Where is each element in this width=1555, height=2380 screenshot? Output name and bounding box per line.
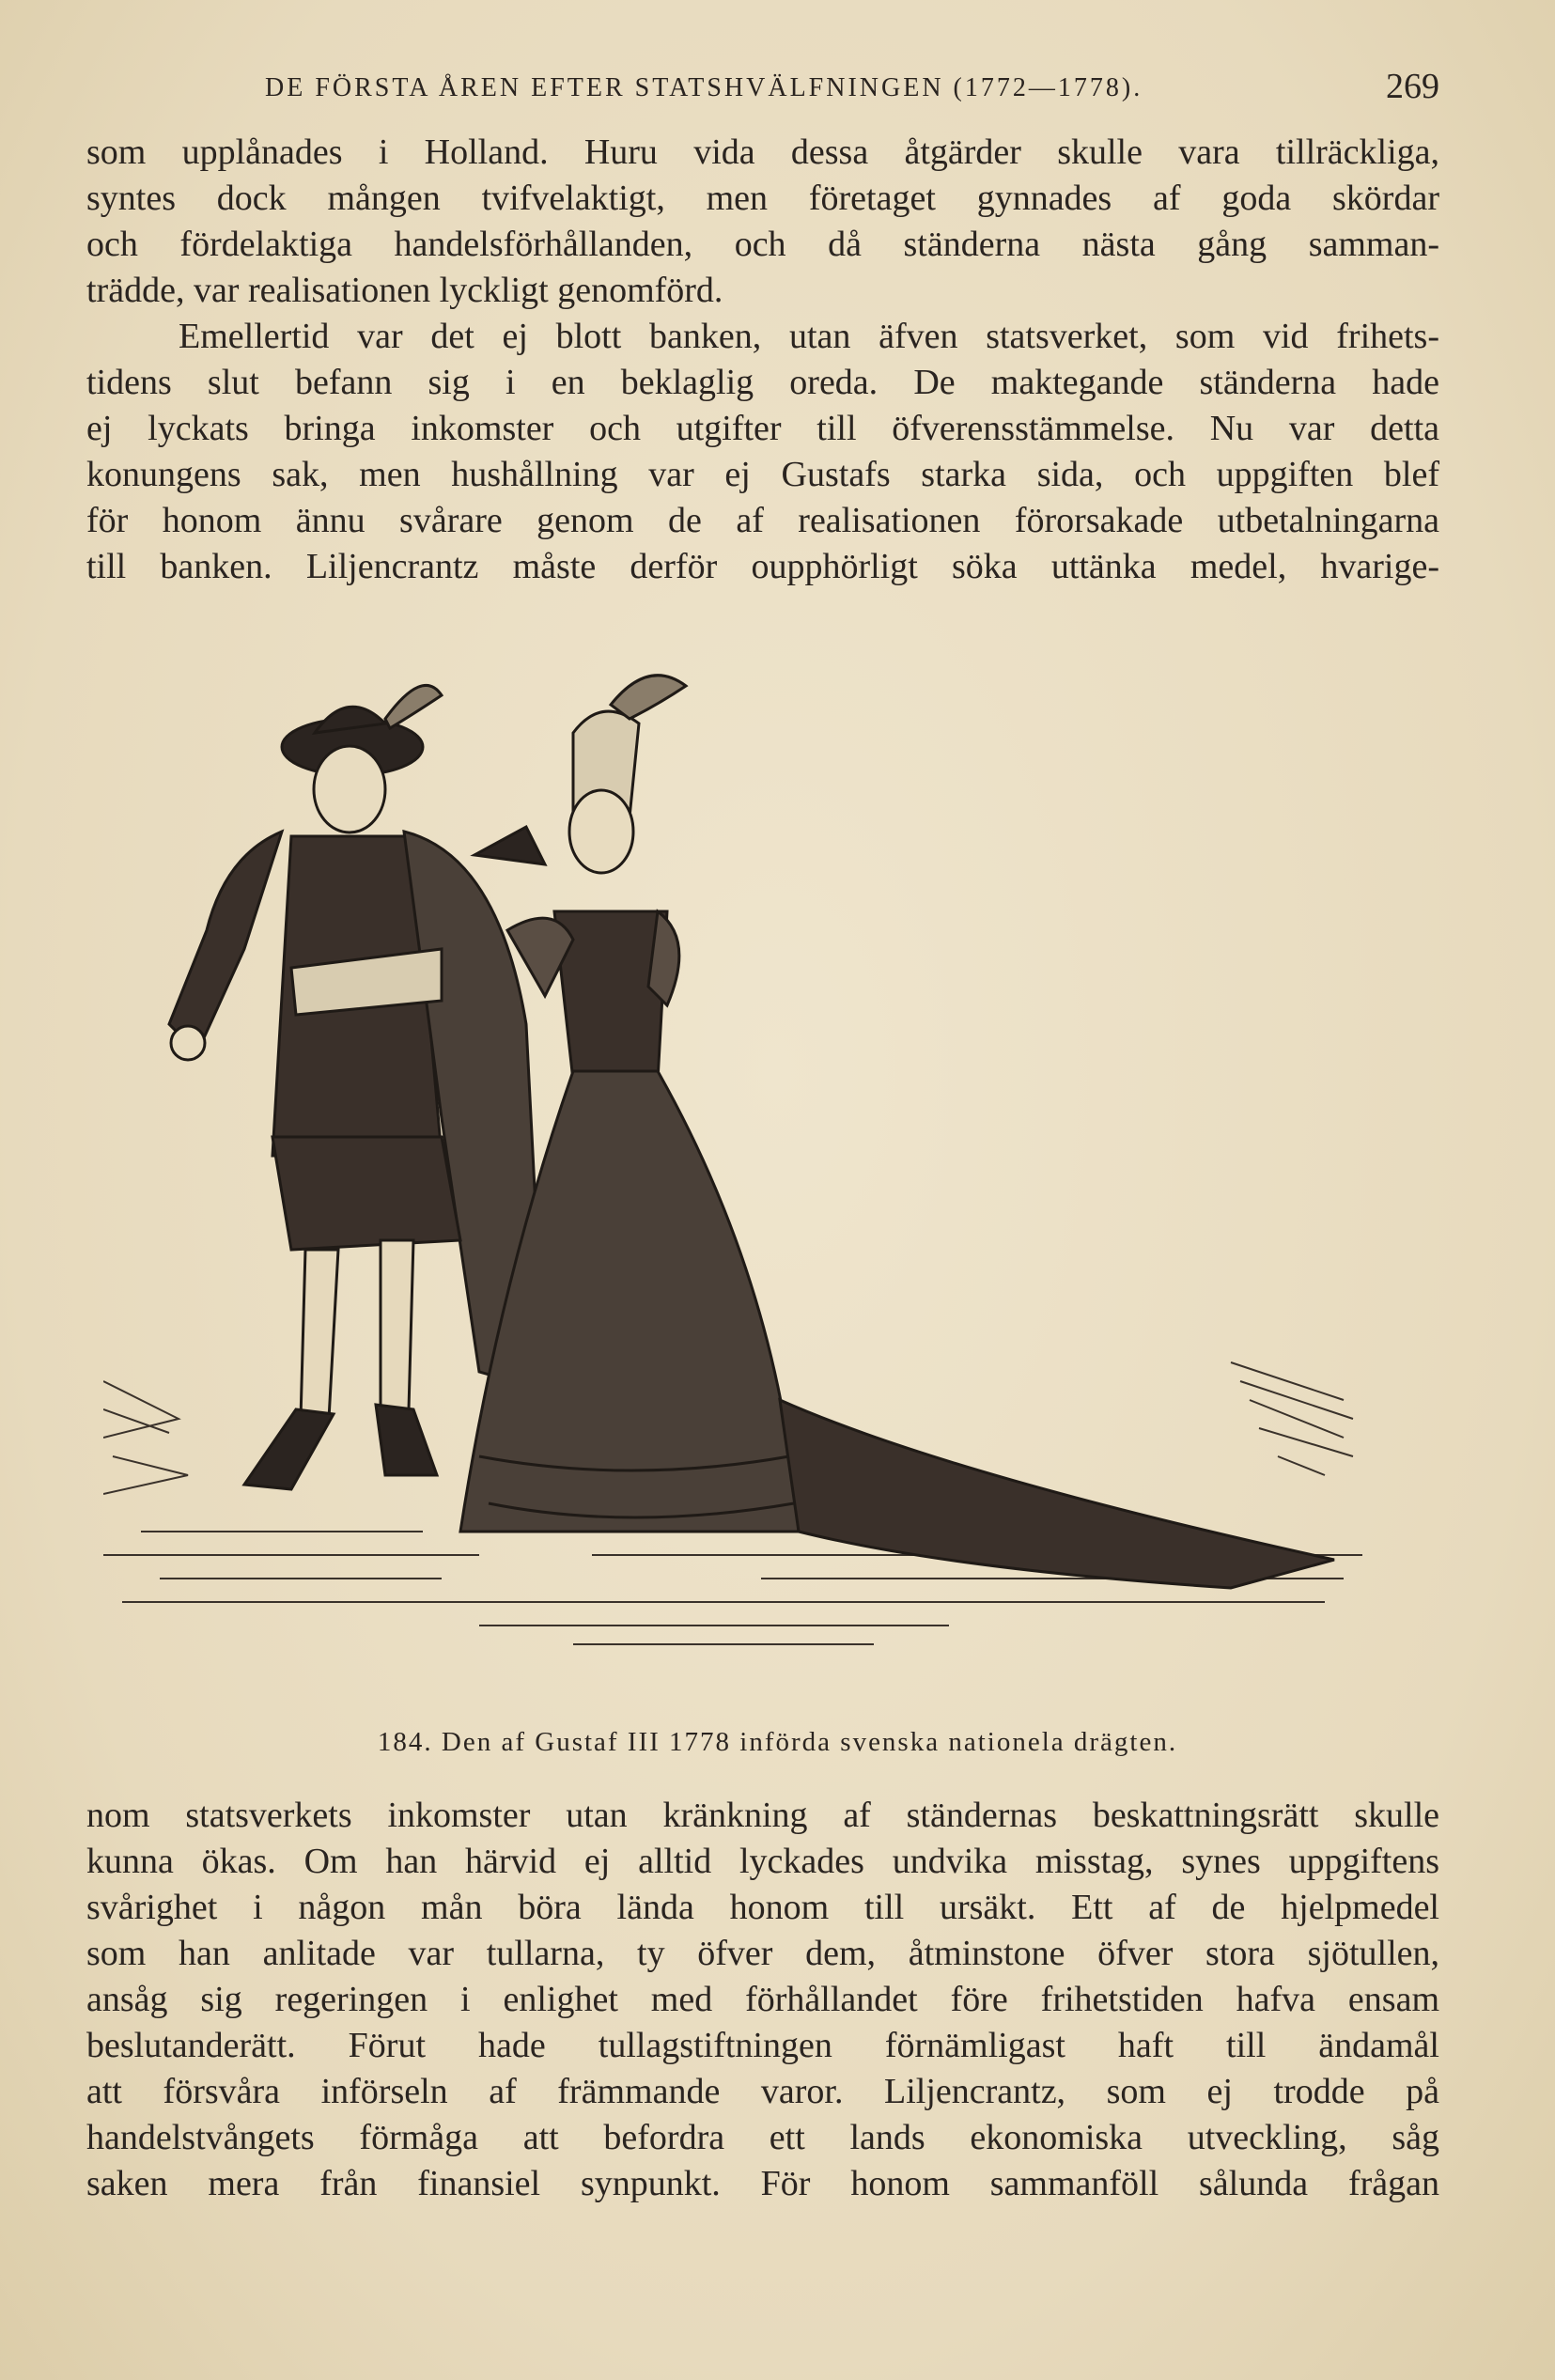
woman-figure: [460, 676, 1334, 1588]
text-line: som han anlitade var tullarna, ty öfver dem, åtminstone öfver stora sjötullen,: [86, 1934, 1439, 1973]
text-line: konungens sak, men hushållning var ej Gustafs starka sida, och uppgiften blef: [86, 455, 1439, 494]
text-line: ansåg sig regeringen i enlighet med förhållandet före frihetstiden hafva ensam: [86, 1980, 1439, 2019]
figure-caption: 184. Den af Gustaf III 1778 införda svenska nationela drägten.: [377, 1727, 1178, 1757]
text-line: Emellertid var det ej blott banken, utan äfven statsverket, som vid frihets-: [179, 317, 1439, 356]
text-line: nom statsverkets inkomster utan kränkning af ständernas beskattningsrätt skulle: [86, 1796, 1439, 1835]
text-line: och fördelaktiga handelsförhållanden, och då ständerna nästa gång samman-: [86, 225, 1439, 264]
page-number: 269: [1386, 67, 1439, 106]
text-line: att försvåra införseln af främmande varor. Liljencrantz, som ej trodde på: [86, 2072, 1439, 2111]
text-line: handelstvångets förmåga att befordra ett lands ekonomiska utveckling, såg: [86, 2118, 1439, 2157]
text-line: tidens slut befann sig i en beklaglig oreda. De maktegande ständerna hade: [86, 363, 1439, 402]
running-head: [86, 66, 1439, 122]
text-line: för honom ännu svårare genom de af realisationen förorsakade utbetalningarna: [86, 501, 1439, 540]
text-line: till banken. Liljencrantz måste derför oupphörligt söka uttänka medel, hvarige-: [86, 547, 1439, 586]
text-line: trädde, var realisationen lyckligt genomförd.: [86, 271, 723, 310]
man-figure: [169, 685, 545, 1489]
text-line: ej lyckats bringa inkomster och utgifter till öfverensstämmelse. Nu var detta: [86, 409, 1439, 448]
body-text-top: [86, 130, 1439, 590]
text-line: saken mera från finansiel synpunkt. För honom sammanföll sålunda frågan: [86, 2164, 1439, 2203]
text-line: syntes dock mången tvifvelaktigt, men företaget gynnades af goda skördar: [86, 179, 1439, 218]
costume-engraving: [103, 630, 1456, 1710]
running-title: DE FÖRSTA ÅREN EFTER STATSHVÄLFNINGEN (1772—1778).: [265, 73, 1143, 102]
body-text-bottom: [86, 1793, 1439, 2207]
text-line: beslutanderätt. Förut hade tullagstiftningen förnämligast haft till ändamål: [86, 2026, 1439, 2065]
text-line: kunna ökas. Om han härvid ej alltid lyckades undvika misstag, synes uppgiftens: [86, 1842, 1439, 1881]
text-line: som upplånades i Holland. Huru vida dessa åtgärder skulle vara tillräckliga,: [86, 132, 1439, 172]
text-line: svårighet i någon mån böra lända honom till ursäkt. Ett af de hjelpmedel: [86, 1888, 1439, 1927]
